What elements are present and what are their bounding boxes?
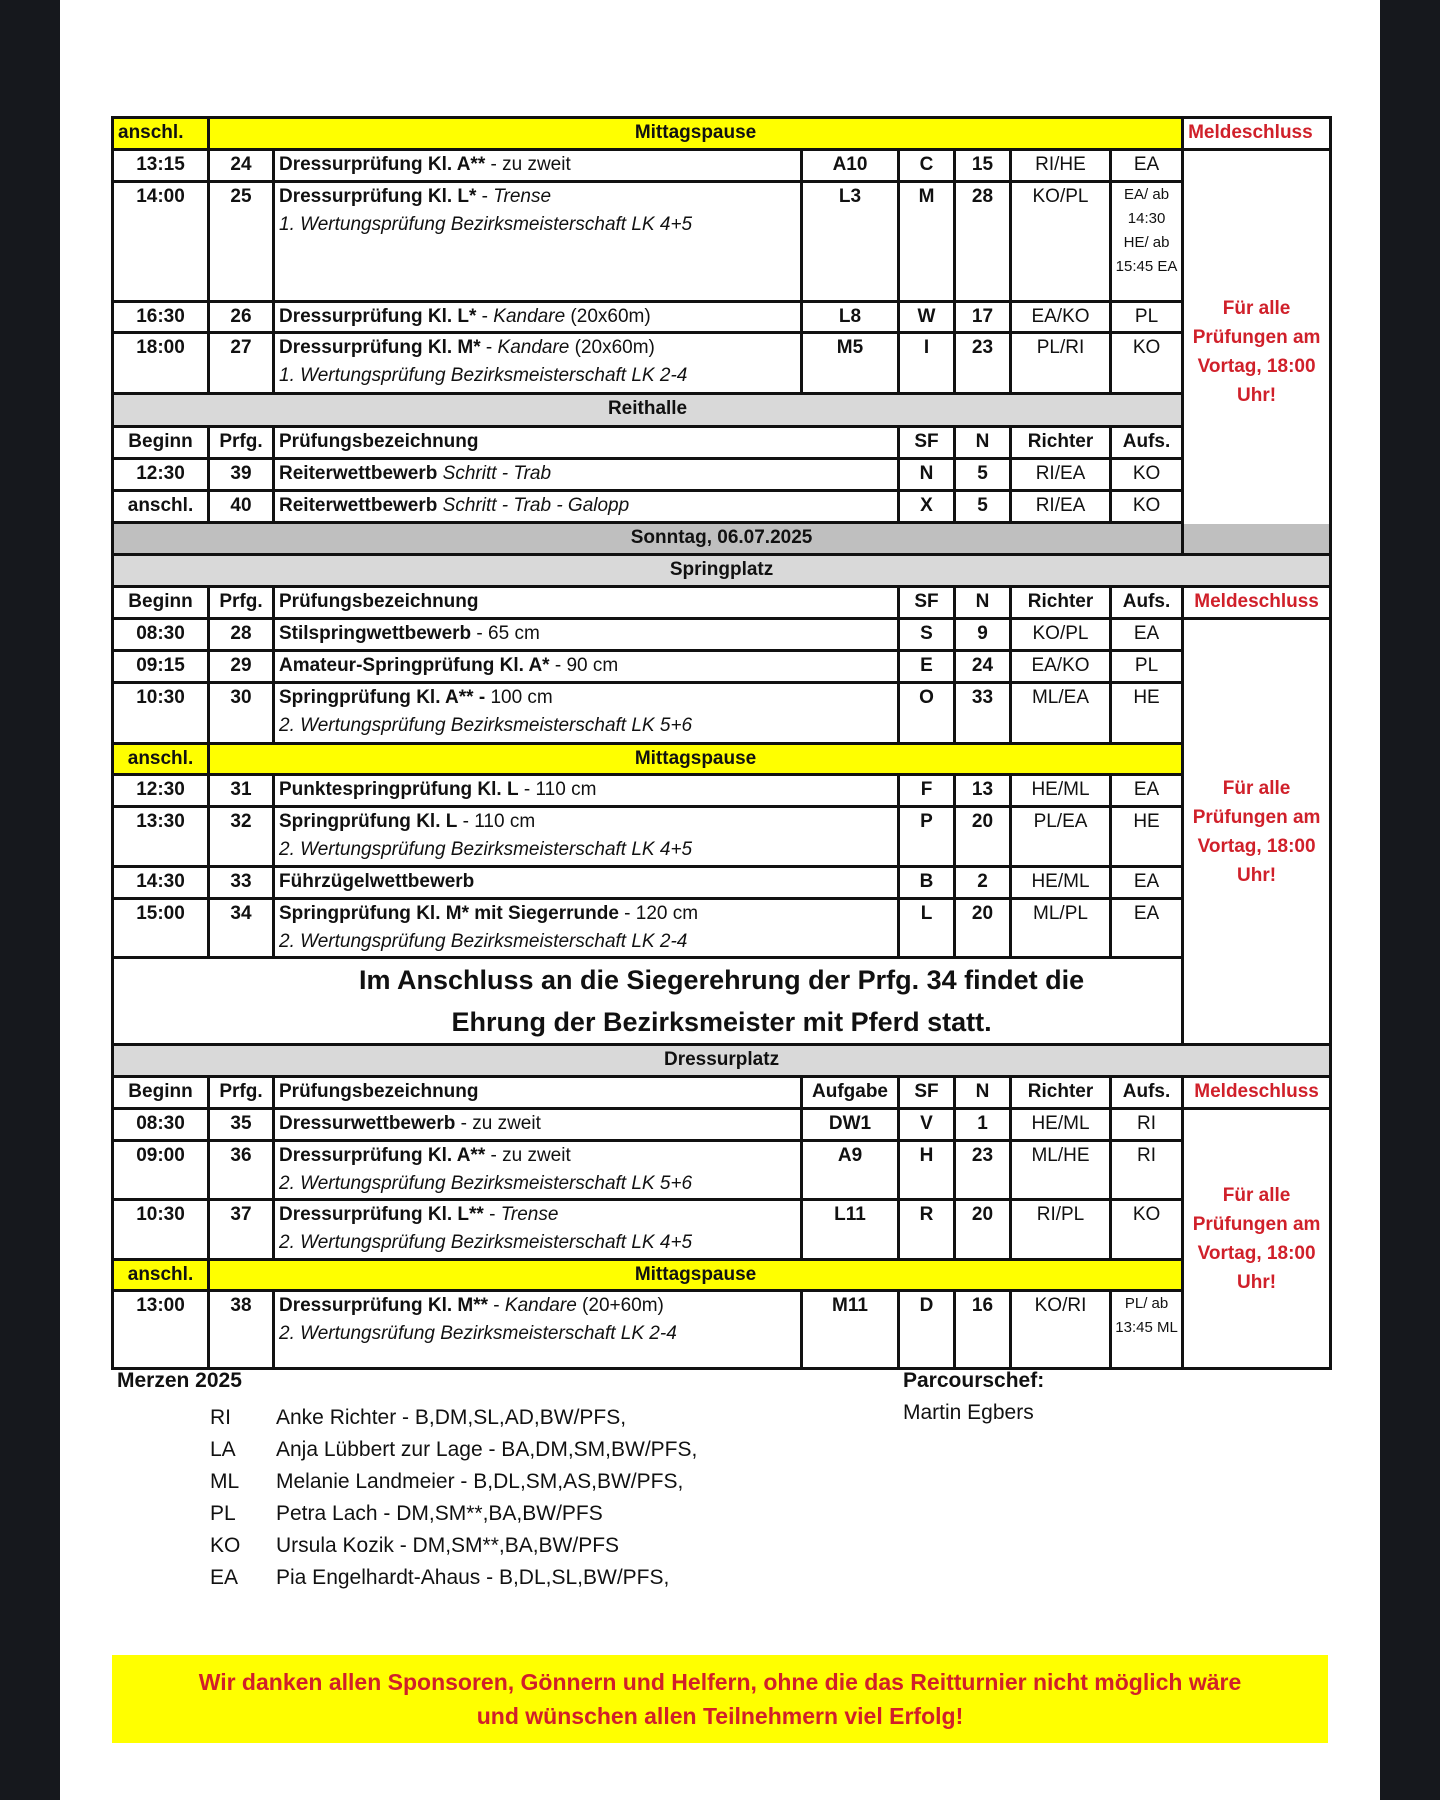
sf: V bbox=[899, 1109, 955, 1141]
start-time: 14:00 bbox=[113, 182, 209, 302]
start-time: 10:30 bbox=[113, 683, 209, 744]
n-count: 20 bbox=[955, 807, 1011, 867]
exam-title-cell bbox=[274, 775, 899, 807]
richter: RI/PL bbox=[1011, 1200, 1111, 1260]
exam-row bbox=[113, 182, 1331, 302]
day-header-row bbox=[113, 523, 1331, 555]
exam-number: 34 bbox=[209, 899, 274, 958]
lunch-time: anschl. bbox=[113, 744, 209, 775]
n-count: 5 bbox=[955, 491, 1011, 523]
sf: P bbox=[899, 807, 955, 867]
exam-qualifier: 1. Wertungsprüfung Bezirksmeisterschaft LK 4+5 bbox=[279, 214, 693, 235]
banner-line-2: und wünschen allen Teilnehmern viel Erfolg! bbox=[476, 1703, 964, 1729]
deadline-header: Meldeschluss bbox=[1183, 118, 1331, 150]
exam-row bbox=[113, 1109, 1331, 1141]
judge-entry bbox=[210, 1434, 697, 1466]
exam-number: 35 bbox=[209, 1109, 274, 1141]
exam-row bbox=[113, 807, 1331, 867]
notice-line-2: Ehrung der Bezirksmeister mit Pferd statt. bbox=[451, 1007, 992, 1037]
n-count: 20 bbox=[955, 899, 1011, 958]
richter: HE/ML bbox=[1011, 775, 1111, 807]
lunch-label: Mittagspause bbox=[209, 1260, 1183, 1291]
section-title-dressurplatz: Dressurplatz bbox=[113, 1045, 1331, 1077]
section-title-reithalle: Reithalle bbox=[113, 394, 1183, 427]
start-time: anschl. bbox=[113, 491, 209, 523]
col-sf: SF bbox=[899, 427, 955, 459]
aufgabe: A9 bbox=[802, 1141, 899, 1200]
exam-detail: - zu zweit bbox=[455, 1113, 541, 1134]
n-count: 2 bbox=[955, 867, 1011, 899]
lunch-break-row bbox=[113, 118, 1331, 150]
exam-detail: - 110 cm bbox=[457, 811, 536, 832]
exam-detail-italic: Schritt - Trab bbox=[437, 463, 552, 484]
n-count: 33 bbox=[955, 683, 1011, 744]
exam-number: 39 bbox=[209, 459, 274, 491]
exam-detail-italic: Trense bbox=[493, 186, 552, 207]
exam-title-cell bbox=[274, 302, 802, 333]
richter: RI/EA bbox=[1011, 459, 1111, 491]
richter: EA/KO bbox=[1011, 651, 1111, 683]
n-count: 13 bbox=[955, 775, 1011, 807]
exam-title-cell bbox=[274, 1109, 802, 1141]
col-bezeichnung: Prüfungsbezeichnung bbox=[274, 1077, 802, 1109]
exam-qualifier: 2. Wertungsprüfung Bezirksmeisterschaft LK 4+5 bbox=[279, 839, 693, 860]
exam-title: Reiterwettbewerb bbox=[279, 463, 438, 484]
richter: KO/PL bbox=[1011, 619, 1111, 651]
banner-line-1: Wir danken allen Sponsoren, Gönnern und Helfern, ohne die das Reitturnier nicht möglich wäre bbox=[198, 1669, 1242, 1695]
richter: PL/RI bbox=[1011, 333, 1111, 394]
start-time: 09:15 bbox=[113, 651, 209, 683]
section-header-row bbox=[113, 394, 1331, 427]
sf: I bbox=[899, 333, 955, 394]
col-bezeichnung: Prüfungsbezeichnung bbox=[274, 587, 899, 619]
exam-detail: - zu zweit bbox=[485, 1145, 571, 1166]
exam-detail-italic: Schritt - Trab - Galopp bbox=[437, 495, 630, 516]
judge-entry bbox=[210, 1530, 697, 1562]
notice-line-1: Im Anschluss an die Siegerehrung der Prfg. 34 findet die bbox=[358, 965, 1085, 995]
start-time: 09:00 bbox=[113, 1141, 209, 1200]
exam-extra: (20x60m) bbox=[569, 337, 655, 358]
judge-name: Ursula Kozik - DM,SM**,BA,BW/PFS bbox=[276, 1534, 620, 1557]
judge-code: RI bbox=[210, 1406, 231, 1429]
col-aufs: Aufs. bbox=[1111, 427, 1183, 459]
sf: L bbox=[899, 899, 955, 958]
exam-number: 37 bbox=[209, 1200, 274, 1260]
exam-detail: - bbox=[476, 306, 494, 327]
exam-title-cell bbox=[274, 1141, 802, 1200]
exam-title: Stilspringwettbewerb bbox=[279, 623, 472, 644]
sf: R bbox=[899, 1200, 955, 1260]
exam-title-cell bbox=[274, 1200, 802, 1260]
exam-row bbox=[113, 683, 1331, 744]
judge-entry bbox=[210, 1466, 697, 1498]
exam-title: Dressurprüfung Kl. L** bbox=[279, 1204, 484, 1225]
exam-detail: - zu zweit bbox=[485, 154, 571, 175]
col-richter: Richter bbox=[1011, 427, 1111, 459]
exam-number: 38 bbox=[209, 1291, 274, 1369]
exam-row bbox=[113, 899, 1331, 958]
exam-detail: - bbox=[480, 337, 498, 358]
exam-number: 31 bbox=[209, 775, 274, 807]
exam-title-cell bbox=[274, 683, 899, 744]
richter: RI/HE bbox=[1011, 150, 1111, 182]
exam-row bbox=[113, 150, 1331, 182]
aufsicht: EA bbox=[1111, 899, 1183, 958]
notice-row bbox=[113, 958, 1331, 1045]
exam-number: 30 bbox=[209, 683, 274, 744]
sf: M bbox=[899, 182, 955, 302]
aufsicht: EA bbox=[1111, 150, 1183, 182]
exam-number: 25 bbox=[209, 182, 274, 302]
column-header-row bbox=[113, 1077, 1331, 1109]
aufgabe: L3 bbox=[802, 182, 899, 302]
deadline-text: Für alle Prüfungen am Vortag, 18:00 Uhr! bbox=[1183, 619, 1331, 1045]
richter: PL/EA bbox=[1011, 807, 1111, 867]
sf: B bbox=[899, 867, 955, 899]
judge-entry bbox=[210, 1402, 697, 1434]
aufsicht: PL bbox=[1111, 302, 1183, 333]
richter: EA/KO bbox=[1011, 302, 1111, 333]
exam-detail: - 65 cm bbox=[471, 623, 540, 644]
aufgabe: M5 bbox=[802, 333, 899, 394]
col-beginn: Beginn bbox=[113, 587, 209, 619]
col-prfg: Prfg. bbox=[209, 427, 274, 459]
judge-code: LA bbox=[210, 1438, 236, 1461]
exam-row bbox=[113, 459, 1331, 491]
n-count: 23 bbox=[955, 333, 1011, 394]
exam-detail-italic: Kandare bbox=[504, 1295, 577, 1316]
exam-extra: (20x60m) bbox=[565, 306, 651, 327]
footer-block bbox=[117, 1365, 242, 1397]
exam-row bbox=[113, 491, 1331, 523]
exam-row bbox=[113, 333, 1331, 394]
col-aufgabe: Aufgabe bbox=[802, 1077, 899, 1109]
exam-title: Dressurprüfung Kl. M* bbox=[279, 337, 481, 358]
col-n: N bbox=[955, 427, 1011, 459]
sf: C bbox=[899, 150, 955, 182]
n-count: 23 bbox=[955, 1141, 1011, 1200]
exam-number: 32 bbox=[209, 807, 274, 867]
col-beginn: Beginn bbox=[113, 1077, 209, 1109]
exam-number: 29 bbox=[209, 651, 274, 683]
parcours-name: Martin Egbers bbox=[903, 1401, 1034, 1424]
exam-title: Dressurwettbewerb bbox=[279, 1113, 456, 1134]
richter: RI/EA bbox=[1011, 491, 1111, 523]
exam-title-cell bbox=[274, 459, 899, 491]
aufgabe: M11 bbox=[802, 1291, 899, 1369]
aufsicht: PL bbox=[1111, 651, 1183, 683]
sf: X bbox=[899, 491, 955, 523]
richter: ML/HE bbox=[1011, 1141, 1111, 1200]
footer-title: Merzen 2025 bbox=[117, 1369, 242, 1392]
judge-code: ML bbox=[210, 1470, 240, 1493]
col-n: N bbox=[955, 1077, 1011, 1109]
exam-detail: 100 cm bbox=[485, 687, 553, 708]
judge-entry bbox=[210, 1562, 697, 1594]
exam-title-cell bbox=[274, 333, 802, 394]
exam-title-cell bbox=[274, 150, 802, 182]
exam-title: Dressurprüfung Kl. L* bbox=[279, 306, 477, 327]
col-richter: Richter bbox=[1011, 1077, 1111, 1109]
judge-name: Anke Richter - B,DM,SL,AD,BW/PFS, bbox=[276, 1406, 627, 1429]
lunch-label: Mittagspause bbox=[209, 118, 1183, 150]
exam-row bbox=[113, 619, 1331, 651]
thanks-banner bbox=[112, 1655, 1328, 1743]
exam-title-cell bbox=[274, 899, 899, 958]
judge-name: Melanie Landmeier - B,DL,SM,AS,BW/PFS, bbox=[276, 1470, 684, 1493]
sf: E bbox=[899, 651, 955, 683]
exam-number: 27 bbox=[209, 333, 274, 394]
n-count: 17 bbox=[955, 302, 1011, 333]
judge-name: Anja Lübbert zur Lage - BA,DM,SM,BW/PFS, bbox=[276, 1438, 698, 1461]
start-time: 18:00 bbox=[113, 333, 209, 394]
aufsicht: KO bbox=[1111, 491, 1183, 523]
exam-number: 24 bbox=[209, 150, 274, 182]
exam-title-cell bbox=[274, 619, 899, 651]
start-time: 12:30 bbox=[113, 459, 209, 491]
exam-detail: - bbox=[483, 1204, 501, 1225]
schedule-table bbox=[111, 116, 1332, 1370]
exam-row bbox=[113, 775, 1331, 807]
deadline-header: Meldeschluss bbox=[1183, 587, 1331, 619]
deadline-text: Für alle Prüfungen am Vortag, 18:00 Uhr! bbox=[1183, 1109, 1331, 1369]
column-header-row bbox=[113, 427, 1331, 459]
exam-detail: - bbox=[488, 1295, 505, 1316]
exam-row bbox=[113, 1141, 1331, 1200]
exam-title: Dressurprüfung Kl. A** bbox=[279, 154, 486, 175]
judges-list bbox=[210, 1402, 697, 1594]
exam-detail: - 110 cm bbox=[518, 779, 597, 800]
exam-title: Dressurprüfung Kl. M** bbox=[279, 1295, 489, 1316]
exam-title: Dressurprüfung Kl. L* bbox=[279, 186, 477, 207]
judge-name: Petra Lach - DM,SM**,BA,BW/PFS bbox=[276, 1502, 603, 1525]
col-richter: Richter bbox=[1011, 587, 1111, 619]
judge-code: EA bbox=[210, 1566, 239, 1589]
exam-row bbox=[113, 1200, 1331, 1260]
start-time: 13:30 bbox=[113, 807, 209, 867]
richter: KO/PL bbox=[1011, 182, 1111, 302]
exam-title: Springprüfung Kl. M* mit Siegerrunde bbox=[279, 903, 619, 924]
start-time: 14:30 bbox=[113, 867, 209, 899]
exam-detail-italic: Kandare bbox=[497, 337, 570, 358]
day-title: Sonntag, 06.07.2025 bbox=[113, 523, 1331, 555]
exam-title-cell bbox=[274, 182, 802, 302]
exam-number: 40 bbox=[209, 491, 274, 523]
exam-detail-italic: Trense bbox=[500, 1204, 559, 1225]
col-prfg: Prfg. bbox=[209, 587, 274, 619]
start-time: 08:30 bbox=[113, 1109, 209, 1141]
exam-number: 28 bbox=[209, 619, 274, 651]
ceremony-notice bbox=[113, 958, 1331, 1045]
exam-qualifier: 2. Wertungsrüfung Bezirksmeisterschaft LK 2-4 bbox=[279, 1323, 677, 1344]
aufsicht: KO bbox=[1111, 333, 1183, 394]
aufgabe: A10 bbox=[802, 150, 899, 182]
exam-title-cell bbox=[274, 491, 899, 523]
start-time: 15:00 bbox=[113, 899, 209, 958]
aufgabe: L8 bbox=[802, 302, 899, 333]
aufgabe: DW1 bbox=[802, 1109, 899, 1141]
exam-row bbox=[113, 867, 1331, 899]
richter: KO/RI bbox=[1011, 1291, 1111, 1369]
n-count: 9 bbox=[955, 619, 1011, 651]
aufsicht: KO bbox=[1111, 1200, 1183, 1260]
column-header-row bbox=[113, 587, 1331, 619]
col-aufs: Aufs. bbox=[1111, 587, 1183, 619]
exam-title: Springprüfung Kl. A** - bbox=[279, 687, 486, 708]
exam-qualifier: 2. Wertungsprüfung Bezirksmeisterschaft LK 4+5 bbox=[279, 1232, 693, 1253]
lunch-time: anschl. bbox=[113, 118, 209, 150]
lunch-time: anschl. bbox=[113, 1260, 209, 1291]
sf: W bbox=[899, 302, 955, 333]
exam-title: Punktespringprüfung Kl. L bbox=[279, 779, 519, 800]
sf: S bbox=[899, 619, 955, 651]
exam-title: Dressurprüfung Kl. A** bbox=[279, 1145, 486, 1166]
aufsicht: EA/ ab 14:30 HE/ ab 15:45 EA bbox=[1111, 182, 1183, 302]
n-count: 20 bbox=[955, 1200, 1011, 1260]
exam-row bbox=[113, 651, 1331, 683]
exam-qualifier: 2. Wertungsprüfung Bezirksmeisterschaft LK 5+6 bbox=[279, 715, 693, 736]
aufsicht: EA bbox=[1111, 619, 1183, 651]
exam-number: 26 bbox=[209, 302, 274, 333]
exam-title-cell bbox=[274, 807, 899, 867]
aufsicht: EA bbox=[1111, 867, 1183, 899]
sf: D bbox=[899, 1291, 955, 1369]
richter: ML/PL bbox=[1011, 899, 1111, 958]
exam-title: Amateur-Springprüfung Kl. A* bbox=[279, 655, 550, 676]
lunch-break-row bbox=[113, 1260, 1331, 1291]
exam-number: 36 bbox=[209, 1141, 274, 1200]
col-bezeichnung: Prüfungsbezeichnung bbox=[274, 427, 899, 459]
exam-detail: - bbox=[476, 186, 494, 207]
lunch-label: Mittagspause bbox=[209, 744, 1183, 775]
n-count: 28 bbox=[955, 182, 1011, 302]
sf: O bbox=[899, 683, 955, 744]
start-time: 08:30 bbox=[113, 619, 209, 651]
exam-detail: - 90 cm bbox=[549, 655, 619, 676]
col-aufs: Aufs. bbox=[1111, 1077, 1183, 1109]
sf: N bbox=[899, 459, 955, 491]
richter: HE/ML bbox=[1011, 867, 1111, 899]
aufsicht: RI bbox=[1111, 1141, 1183, 1200]
aufsicht: RI bbox=[1111, 1109, 1183, 1141]
start-time: 16:30 bbox=[113, 302, 209, 333]
schedule-page bbox=[60, 0, 1380, 1800]
start-time: 13:15 bbox=[113, 150, 209, 182]
lunch-break-row bbox=[113, 744, 1331, 775]
section-title-springplatz: Springplatz bbox=[113, 555, 1331, 587]
exam-title: Reiterwettbewerb bbox=[279, 495, 438, 516]
aufsicht: EA bbox=[1111, 775, 1183, 807]
judge-entry bbox=[210, 1498, 697, 1530]
exam-qualifier: 2. Wertungsprüfung Bezirksmeisterschaft LK 5+6 bbox=[279, 1173, 693, 1194]
judge-code: KO bbox=[210, 1534, 241, 1557]
aufsicht: HE bbox=[1111, 683, 1183, 744]
sf: F bbox=[899, 775, 955, 807]
n-count: 24 bbox=[955, 651, 1011, 683]
sf: H bbox=[899, 1141, 955, 1200]
aufsicht: HE bbox=[1111, 807, 1183, 867]
aufgabe: L11 bbox=[802, 1200, 899, 1260]
deadline-header: Meldeschluss bbox=[1183, 1077, 1331, 1109]
exam-title-cell bbox=[274, 867, 899, 899]
col-sf: SF bbox=[899, 1077, 955, 1109]
col-beginn: Beginn bbox=[113, 427, 209, 459]
exam-detail-italic: Kandare bbox=[493, 306, 566, 327]
n-count: 16 bbox=[955, 1291, 1011, 1369]
start-time: 10:30 bbox=[113, 1200, 209, 1260]
richter: HE/ML bbox=[1011, 1109, 1111, 1141]
col-prfg: Prfg. bbox=[209, 1077, 274, 1109]
exam-title: Springprüfung Kl. L bbox=[279, 811, 458, 832]
exam-row bbox=[113, 302, 1331, 333]
n-count: 15 bbox=[955, 150, 1011, 182]
exam-qualifier: 2. Wertungsprüfung Bezirksmeisterschaft LK 2-4 bbox=[279, 931, 688, 952]
col-n: N bbox=[955, 587, 1011, 619]
judge-code: PL bbox=[210, 1502, 236, 1525]
exam-qualifier: 1. Wertungsprüfung Bezirksmeisterschaft LK 2-4 bbox=[279, 365, 688, 386]
exam-extra: (20+60m) bbox=[576, 1295, 664, 1316]
parcours-label: Parcourschef: bbox=[903, 1369, 1045, 1392]
section-header-row bbox=[113, 1045, 1331, 1077]
parcours-block bbox=[903, 1365, 1044, 1429]
judge-name: Pia Engelhardt-Ahaus - B,DL,SL,BW/PFS, bbox=[276, 1566, 670, 1589]
section-header-row bbox=[113, 555, 1331, 587]
start-time: 12:30 bbox=[113, 775, 209, 807]
exam-number: 33 bbox=[209, 867, 274, 899]
col-sf: SF bbox=[899, 587, 955, 619]
aufsicht: KO bbox=[1111, 459, 1183, 491]
aufsicht: PL/ ab 13:45 ML bbox=[1111, 1291, 1183, 1369]
deadline-text: Für alle Prüfungen am Vortag, 18:00 Uhr! bbox=[1183, 150, 1331, 555]
exam-title-cell bbox=[274, 1291, 802, 1369]
exam-title: Führzügelwettbewerb bbox=[279, 871, 475, 892]
exam-detail: - 120 cm bbox=[618, 903, 699, 924]
richter: ML/EA bbox=[1011, 683, 1111, 744]
n-count: 1 bbox=[955, 1109, 1011, 1141]
exam-title-cell bbox=[274, 651, 899, 683]
n-count: 5 bbox=[955, 459, 1011, 491]
exam-row bbox=[113, 1291, 1331, 1369]
start-time: 13:00 bbox=[113, 1291, 209, 1369]
